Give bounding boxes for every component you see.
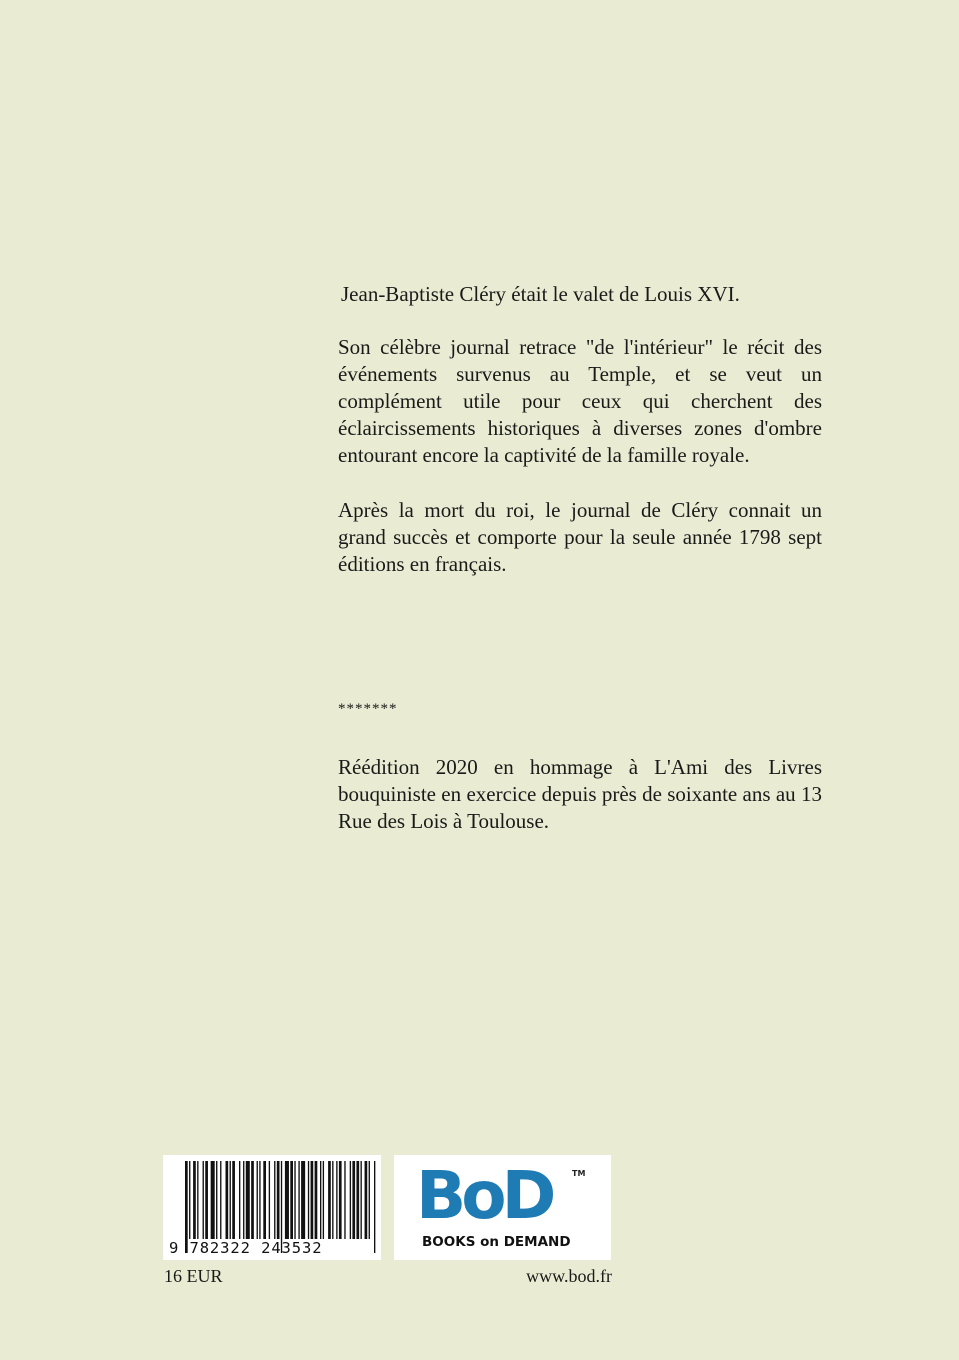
trademark-symbol: TM [572, 1169, 586, 1178]
description-paragraph-1: Son célèbre journal retrace "de l'intérieur" le récit des événements survenus au Temple, et se veut un complément utile pour ceux qui cherchent des éclaircissements historiques à diverses zones d'ombre entourant encore la captivité de la famille royale. [338, 335, 822, 467]
barcode-bar [220, 1161, 221, 1239]
barcode-bar [285, 1161, 289, 1239]
barcode-bar [263, 1161, 266, 1239]
barcode-bar [344, 1161, 345, 1239]
barcode-bar [226, 1161, 229, 1239]
intro-line: Jean-Baptiste Cléry était le valet de Louis XVI. [341, 282, 740, 306]
barcode-bar [311, 1161, 314, 1239]
barcode-bar [294, 1161, 295, 1239]
barcode-bar [230, 1161, 231, 1239]
asterisk-separator: ******* [338, 701, 398, 717]
description-paragraph-2: Après la mort du roi, le journal de Cléry connait un grand succès et comporte pour la seule année 1798 sept éditions en français. [338, 498, 822, 576]
dedication-paragraph: Réédition 2020 en hommage à L'Ami des Livres bouquiniste en exercice depuis près de soixante ans au 13 Rue des Lois à Toulouse. [338, 755, 822, 833]
barcode-bar [257, 1161, 258, 1239]
barcode-bar [205, 1161, 208, 1239]
logo-tagline: BOOKS on DEMAND [422, 1234, 571, 1250]
barcode-bar [189, 1161, 190, 1239]
barcode-bar [323, 1161, 324, 1239]
barcode-bar [361, 1161, 362, 1239]
publisher-website: www.bod.fr [526, 1266, 612, 1286]
publisher-logo [394, 1155, 611, 1260]
barcode-bar [332, 1161, 333, 1239]
barcode-bar [216, 1161, 217, 1239]
barcode-bar [239, 1161, 240, 1239]
barcode-bar [193, 1161, 196, 1239]
barcode-bar [350, 1161, 351, 1239]
barcode-bar [298, 1161, 299, 1239]
barcode-bar [352, 1161, 355, 1239]
barcode-bar [277, 1161, 280, 1239]
price-label: 16 EUR [164, 1266, 223, 1286]
barcode-bar [308, 1161, 309, 1239]
barcode-bar [211, 1161, 215, 1239]
barcode-bar [243, 1161, 244, 1239]
barcode-bar [336, 1161, 337, 1239]
logo-mark: BoD [416, 1157, 552, 1234]
barcode-bar [269, 1161, 270, 1239]
barcode-bar [315, 1161, 318, 1239]
barcode-bar [274, 1161, 275, 1239]
barcode-bar [290, 1161, 293, 1239]
barcode-bar [259, 1161, 260, 1239]
barcode-bar [320, 1161, 321, 1239]
barcode-bar [301, 1161, 305, 1239]
barcode-bar [328, 1161, 331, 1239]
barcode-digits: 9 782322 243532 [169, 1239, 323, 1257]
isbn-barcode [163, 1155, 381, 1260]
barcode-bar [232, 1161, 235, 1239]
barcode-bar [356, 1161, 359, 1239]
barcode-bar [369, 1161, 370, 1239]
barcode-bar [251, 1161, 254, 1239]
barcode-bar [203, 1161, 204, 1239]
barcode-bar [365, 1161, 368, 1239]
barcode-bar [339, 1161, 342, 1239]
barcode-bar [246, 1161, 250, 1239]
barcode-bar [197, 1161, 198, 1239]
